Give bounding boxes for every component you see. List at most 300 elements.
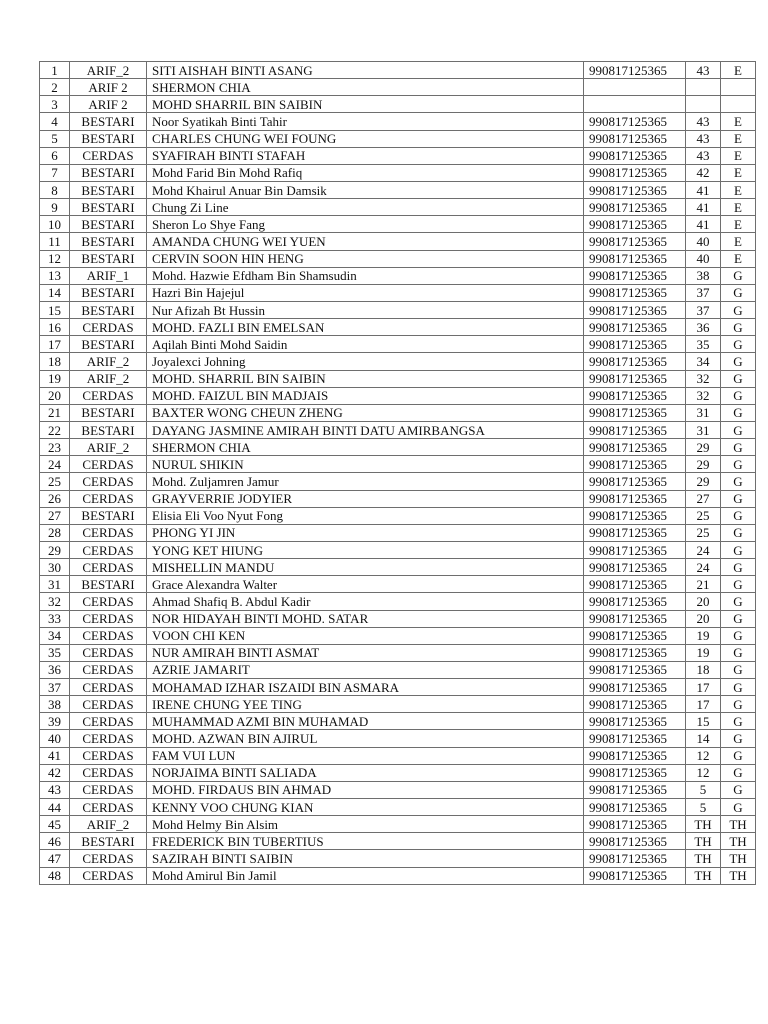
row-number: 15 xyxy=(40,301,70,318)
score-cell: 5 xyxy=(686,781,721,798)
table-row xyxy=(40,867,756,884)
score-cell: 19 xyxy=(686,627,721,644)
student-name-cell: DAYANG JASMINE AMIRAH BINTI DATU AMIRBANGSA xyxy=(147,421,584,438)
score-cell xyxy=(686,96,721,113)
table-row xyxy=(40,336,756,353)
class-cell: BESTARI xyxy=(70,507,147,524)
class-cell: CERDAS xyxy=(70,730,147,747)
table-row xyxy=(40,130,756,147)
row-number: 44 xyxy=(40,799,70,816)
score-cell xyxy=(686,79,721,96)
score-cell: TH xyxy=(686,850,721,867)
class-cell: ARIF_2 xyxy=(70,62,147,79)
student-name-cell: Sheron Lo Shye Fang xyxy=(147,216,584,233)
score-cell: 24 xyxy=(686,559,721,576)
results-sheet xyxy=(39,61,747,885)
ic-number-cell: 990817125365 xyxy=(584,524,686,541)
score-cell: 25 xyxy=(686,507,721,524)
grade-cell: E xyxy=(721,62,756,79)
row-number: 9 xyxy=(40,199,70,216)
ic-number-cell: 990817125365 xyxy=(584,301,686,318)
ic-number-cell: 990817125365 xyxy=(584,181,686,198)
score-cell: 25 xyxy=(686,524,721,541)
score-cell: 43 xyxy=(686,62,721,79)
ic-number-cell: 990817125365 xyxy=(584,130,686,147)
row-number: 42 xyxy=(40,764,70,781)
score-cell: 31 xyxy=(686,421,721,438)
student-name-cell: Mohd Helmy Bin Alsim xyxy=(147,816,584,833)
ic-number-cell: 990817125365 xyxy=(584,421,686,438)
grade-cell xyxy=(721,79,756,96)
class-cell: BESTARI xyxy=(70,130,147,147)
grade-cell: E xyxy=(721,113,756,130)
score-cell: 21 xyxy=(686,576,721,593)
student-name-cell: MOHAMAD IZHAR ISZAIDI BIN ASMARA xyxy=(147,679,584,696)
student-name-cell: SHERMON CHIA xyxy=(147,439,584,456)
row-number: 40 xyxy=(40,730,70,747)
row-number: 48 xyxy=(40,867,70,884)
ic-number-cell: 990817125365 xyxy=(584,456,686,473)
ic-number-cell: 990817125365 xyxy=(584,336,686,353)
ic-number-cell: 990817125365 xyxy=(584,833,686,850)
table-row xyxy=(40,301,756,318)
score-cell: 38 xyxy=(686,267,721,284)
student-name-cell: Elisia Eli Voo Nyut Fong xyxy=(147,507,584,524)
score-cell: 20 xyxy=(686,610,721,627)
table-row xyxy=(40,370,756,387)
table-body xyxy=(40,62,756,885)
grade-cell: G xyxy=(721,696,756,713)
class-cell: ARIF 2 xyxy=(70,96,147,113)
row-number: 8 xyxy=(40,181,70,198)
table-row xyxy=(40,816,756,833)
table-row xyxy=(40,473,756,490)
class-cell: CERDAS xyxy=(70,524,147,541)
grade-cell: G xyxy=(721,456,756,473)
grade-cell: E xyxy=(721,130,756,147)
table-row xyxy=(40,593,756,610)
ic-number-cell: 990817125365 xyxy=(584,816,686,833)
table-row xyxy=(40,181,756,198)
grade-cell: G xyxy=(721,284,756,301)
ic-number-cell: 990817125365 xyxy=(584,507,686,524)
student-name-cell: NOR HIDAYAH BINTI MOHD. SATAR xyxy=(147,610,584,627)
student-name-cell: SAZIRAH BINTI SAIBIN xyxy=(147,850,584,867)
score-cell: 40 xyxy=(686,250,721,267)
table-row xyxy=(40,387,756,404)
table-row xyxy=(40,781,756,798)
table-row xyxy=(40,713,756,730)
score-cell: 43 xyxy=(686,113,721,130)
ic-number-cell: 990817125365 xyxy=(584,850,686,867)
grade-cell: G xyxy=(721,507,756,524)
ic-number-cell: 990817125365 xyxy=(584,661,686,678)
student-name-cell: BAXTER WONG CHEUN ZHENG xyxy=(147,404,584,421)
score-cell: 32 xyxy=(686,370,721,387)
ic-number-cell: 990817125365 xyxy=(584,353,686,370)
class-cell: BESTARI xyxy=(70,421,147,438)
ic-number-cell xyxy=(584,79,686,96)
score-cell: 12 xyxy=(686,747,721,764)
grade-cell: G xyxy=(721,301,756,318)
ic-number-cell: 990817125365 xyxy=(584,610,686,627)
row-number: 39 xyxy=(40,713,70,730)
table-row xyxy=(40,610,756,627)
row-number: 18 xyxy=(40,353,70,370)
class-cell: BESTARI xyxy=(70,404,147,421)
class-cell: CERDAS xyxy=(70,319,147,336)
ic-number-cell: 990817125365 xyxy=(584,576,686,593)
score-cell: 17 xyxy=(686,679,721,696)
ic-number-cell: 990817125365 xyxy=(584,713,686,730)
class-cell: ARIF 2 xyxy=(70,79,147,96)
grade-cell: G xyxy=(721,610,756,627)
score-cell: 29 xyxy=(686,439,721,456)
student-name-cell: Nur Afizah Bt Hussin xyxy=(147,301,584,318)
ic-number-cell: 990817125365 xyxy=(584,679,686,696)
ic-number-cell xyxy=(584,96,686,113)
student-name-cell: MISHELLIN MANDU xyxy=(147,559,584,576)
student-name-cell: VOON CHI KEN xyxy=(147,627,584,644)
grade-cell: G xyxy=(721,370,756,387)
ic-number-cell: 990817125365 xyxy=(584,593,686,610)
grade-cell: G xyxy=(721,679,756,696)
table-row xyxy=(40,679,756,696)
class-cell: BESTARI xyxy=(70,301,147,318)
grade-cell: G xyxy=(721,576,756,593)
score-cell: 31 xyxy=(686,404,721,421)
row-number: 35 xyxy=(40,644,70,661)
grade-cell: G xyxy=(721,661,756,678)
student-name-cell: AZRIE JAMARIT xyxy=(147,661,584,678)
score-cell: 43 xyxy=(686,147,721,164)
student-name-cell: GRAYVERRIE JODYIER xyxy=(147,490,584,507)
class-cell: CERDAS xyxy=(70,473,147,490)
student-results-table xyxy=(39,61,756,885)
score-cell: 12 xyxy=(686,764,721,781)
score-cell: 29 xyxy=(686,456,721,473)
row-number: 29 xyxy=(40,541,70,558)
class-cell: CERDAS xyxy=(70,593,147,610)
student-name-cell: CHARLES CHUNG WEI FOUNG xyxy=(147,130,584,147)
class-cell: ARIF_2 xyxy=(70,816,147,833)
row-number: 7 xyxy=(40,164,70,181)
class-cell: ARIF_2 xyxy=(70,370,147,387)
class-cell: BESTARI xyxy=(70,833,147,850)
score-cell: TH xyxy=(686,816,721,833)
grade-cell: G xyxy=(721,764,756,781)
table-row xyxy=(40,62,756,79)
class-cell: ARIF_1 xyxy=(70,267,147,284)
ic-number-cell: 990817125365 xyxy=(584,404,686,421)
class-cell: CERDAS xyxy=(70,559,147,576)
grade-cell: G xyxy=(721,541,756,558)
score-cell: 27 xyxy=(686,490,721,507)
class-cell: BESTARI xyxy=(70,284,147,301)
grade-cell: G xyxy=(721,439,756,456)
row-number: 27 xyxy=(40,507,70,524)
score-cell: 15 xyxy=(686,713,721,730)
table-row xyxy=(40,576,756,593)
ic-number-cell: 990817125365 xyxy=(584,387,686,404)
ic-number-cell: 990817125365 xyxy=(584,250,686,267)
score-cell: 37 xyxy=(686,284,721,301)
row-number: 26 xyxy=(40,490,70,507)
row-number: 4 xyxy=(40,113,70,130)
ic-number-cell: 990817125365 xyxy=(584,644,686,661)
score-cell: 18 xyxy=(686,661,721,678)
score-cell: TH xyxy=(686,833,721,850)
class-cell: CERDAS xyxy=(70,661,147,678)
score-cell: 36 xyxy=(686,319,721,336)
grade-cell: G xyxy=(721,781,756,798)
student-name-cell: SHERMON CHIA xyxy=(147,79,584,96)
row-number: 28 xyxy=(40,524,70,541)
class-cell: CERDAS xyxy=(70,644,147,661)
grade-cell: G xyxy=(721,353,756,370)
table-row xyxy=(40,490,756,507)
grade-cell: TH xyxy=(721,867,756,884)
row-number: 3 xyxy=(40,96,70,113)
student-name-cell: PHONG YI JIN xyxy=(147,524,584,541)
student-name-cell: Aqilah Binti Mohd Saidin xyxy=(147,336,584,353)
row-number: 23 xyxy=(40,439,70,456)
grade-cell: G xyxy=(721,490,756,507)
grade-cell: E xyxy=(721,233,756,250)
table-row xyxy=(40,439,756,456)
student-name-cell: Mohd. Zuljamren Jamur xyxy=(147,473,584,490)
table-row xyxy=(40,524,756,541)
table-row xyxy=(40,764,756,781)
score-cell: 24 xyxy=(686,541,721,558)
score-cell: 34 xyxy=(686,353,721,370)
ic-number-cell: 990817125365 xyxy=(584,199,686,216)
ic-number-cell: 990817125365 xyxy=(584,164,686,181)
grade-cell: G xyxy=(721,473,756,490)
ic-number-cell: 990817125365 xyxy=(584,490,686,507)
student-name-cell: Mohd. Hazwie Efdham Bin Shamsudin xyxy=(147,267,584,284)
class-cell: BESTARI xyxy=(70,199,147,216)
class-cell: CERDAS xyxy=(70,490,147,507)
class-cell: BESTARI xyxy=(70,164,147,181)
score-cell: TH xyxy=(686,867,721,884)
student-name-cell: Mohd Khairul Anuar Bin Damsik xyxy=(147,181,584,198)
table-row xyxy=(40,799,756,816)
row-number: 38 xyxy=(40,696,70,713)
student-name-cell: MOHD. FIRDAUS BIN AHMAD xyxy=(147,781,584,798)
grade-cell: G xyxy=(721,627,756,644)
student-name-cell: NURUL SHIKIN xyxy=(147,456,584,473)
table-row xyxy=(40,833,756,850)
ic-number-cell: 990817125365 xyxy=(584,113,686,130)
grade-cell: G xyxy=(721,730,756,747)
grade-cell: G xyxy=(721,713,756,730)
class-cell: BESTARI xyxy=(70,576,147,593)
table-row xyxy=(40,644,756,661)
table-row xyxy=(40,147,756,164)
grade-cell: TH xyxy=(721,850,756,867)
class-cell: CERDAS xyxy=(70,713,147,730)
ic-number-cell: 990817125365 xyxy=(584,439,686,456)
student-name-cell: FAM VUI LUN xyxy=(147,747,584,764)
score-cell: 17 xyxy=(686,696,721,713)
table-row xyxy=(40,319,756,336)
score-cell: 41 xyxy=(686,216,721,233)
class-cell: CERDAS xyxy=(70,387,147,404)
table-row xyxy=(40,353,756,370)
row-number: 2 xyxy=(40,79,70,96)
student-name-cell: NUR AMIRAH BINTI ASMAT xyxy=(147,644,584,661)
grade-cell: G xyxy=(721,267,756,284)
score-cell: 37 xyxy=(686,301,721,318)
ic-number-cell: 990817125365 xyxy=(584,541,686,558)
row-number: 43 xyxy=(40,781,70,798)
table-row xyxy=(40,661,756,678)
ic-number-cell: 990817125365 xyxy=(584,267,686,284)
table-row xyxy=(40,233,756,250)
grade-cell: G xyxy=(721,336,756,353)
ic-number-cell: 990817125365 xyxy=(584,627,686,644)
row-number: 12 xyxy=(40,250,70,267)
row-number: 17 xyxy=(40,336,70,353)
student-name-cell: Hazri Bin Hajejul xyxy=(147,284,584,301)
table-row xyxy=(40,164,756,181)
row-number: 1 xyxy=(40,62,70,79)
ic-number-cell: 990817125365 xyxy=(584,473,686,490)
ic-number-cell: 990817125365 xyxy=(584,62,686,79)
table-row xyxy=(40,421,756,438)
table-row xyxy=(40,456,756,473)
student-name-cell: MUHAMMAD AZMI BIN MUHAMAD xyxy=(147,713,584,730)
table-row xyxy=(40,541,756,558)
student-name-cell: YONG KET HIUNG xyxy=(147,541,584,558)
row-number: 19 xyxy=(40,370,70,387)
student-name-cell: Ahmad Shafiq B. Abdul Kadir xyxy=(147,593,584,610)
student-name-cell: SITI AISHAH BINTI ASANG xyxy=(147,62,584,79)
student-name-cell: MOHD. AZWAN BIN AJIRUL xyxy=(147,730,584,747)
grade-cell xyxy=(721,96,756,113)
ic-number-cell: 990817125365 xyxy=(584,284,686,301)
row-number: 10 xyxy=(40,216,70,233)
class-cell: CERDAS xyxy=(70,867,147,884)
table-row xyxy=(40,96,756,113)
table-row xyxy=(40,850,756,867)
score-cell: 41 xyxy=(686,199,721,216)
score-cell: 42 xyxy=(686,164,721,181)
table-row xyxy=(40,113,756,130)
ic-number-cell: 990817125365 xyxy=(584,216,686,233)
row-number: 14 xyxy=(40,284,70,301)
row-number: 6 xyxy=(40,147,70,164)
class-cell: ARIF_2 xyxy=(70,439,147,456)
score-cell: 20 xyxy=(686,593,721,610)
class-cell: CERDAS xyxy=(70,764,147,781)
table-row xyxy=(40,730,756,747)
ic-number-cell: 990817125365 xyxy=(584,370,686,387)
class-cell: ARIF_2 xyxy=(70,353,147,370)
class-cell: CERDAS xyxy=(70,147,147,164)
grade-cell: E xyxy=(721,199,756,216)
ic-number-cell: 990817125365 xyxy=(584,747,686,764)
student-name-cell: CERVIN SOON HIN HENG xyxy=(147,250,584,267)
ic-number-cell: 990817125365 xyxy=(584,764,686,781)
class-cell: BESTARI xyxy=(70,250,147,267)
row-number: 11 xyxy=(40,233,70,250)
grade-cell: G xyxy=(721,319,756,336)
student-name-cell: MOHD. FAZLI BIN EMELSAN xyxy=(147,319,584,336)
class-cell: CERDAS xyxy=(70,850,147,867)
student-name-cell: Noor Syatikah Binti Tahir xyxy=(147,113,584,130)
score-cell: 29 xyxy=(686,473,721,490)
grade-cell: E xyxy=(721,164,756,181)
grade-cell: TH xyxy=(721,816,756,833)
table-row xyxy=(40,747,756,764)
row-number: 41 xyxy=(40,747,70,764)
class-cell: CERDAS xyxy=(70,799,147,816)
grade-cell: G xyxy=(721,593,756,610)
row-number: 22 xyxy=(40,421,70,438)
student-name-cell: NORJAIMA BINTI SALIADA xyxy=(147,764,584,781)
ic-number-cell: 990817125365 xyxy=(584,319,686,336)
score-cell: 19 xyxy=(686,644,721,661)
row-number: 16 xyxy=(40,319,70,336)
grade-cell: G xyxy=(721,524,756,541)
grade-cell: G xyxy=(721,559,756,576)
ic-number-cell: 990817125365 xyxy=(584,781,686,798)
student-name-cell: Grace Alexandra Walter xyxy=(147,576,584,593)
score-cell: 35 xyxy=(686,336,721,353)
student-name-cell: AMANDA CHUNG WEI YUEN xyxy=(147,233,584,250)
ic-number-cell: 990817125365 xyxy=(584,799,686,816)
class-cell: CERDAS xyxy=(70,541,147,558)
grade-cell: G xyxy=(721,747,756,764)
row-number: 13 xyxy=(40,267,70,284)
table-row xyxy=(40,696,756,713)
class-cell: CERDAS xyxy=(70,627,147,644)
grade-cell: G xyxy=(721,387,756,404)
row-number: 33 xyxy=(40,610,70,627)
score-cell: 40 xyxy=(686,233,721,250)
class-cell: CERDAS xyxy=(70,781,147,798)
ic-number-cell: 990817125365 xyxy=(584,559,686,576)
row-number: 21 xyxy=(40,404,70,421)
student-name-cell: Chung Zi Line xyxy=(147,199,584,216)
score-cell: 41 xyxy=(686,181,721,198)
row-number: 36 xyxy=(40,661,70,678)
table-row xyxy=(40,627,756,644)
score-cell: 43 xyxy=(686,130,721,147)
table-row xyxy=(40,284,756,301)
student-name-cell: Mohd Amirul Bin Jamil xyxy=(147,867,584,884)
class-cell: CERDAS xyxy=(70,456,147,473)
class-cell: BESTARI xyxy=(70,336,147,353)
class-cell: BESTARI xyxy=(70,233,147,250)
table-row xyxy=(40,267,756,284)
table-row xyxy=(40,250,756,267)
row-number: 20 xyxy=(40,387,70,404)
score-cell: 5 xyxy=(686,799,721,816)
row-number: 31 xyxy=(40,576,70,593)
class-cell: CERDAS xyxy=(70,747,147,764)
student-name-cell: FREDERICK BIN TUBERTIUS xyxy=(147,833,584,850)
ic-number-cell: 990817125365 xyxy=(584,233,686,250)
grade-cell: G xyxy=(721,404,756,421)
table-row xyxy=(40,79,756,96)
class-cell: BESTARI xyxy=(70,113,147,130)
grade-cell: G xyxy=(721,644,756,661)
student-name-cell: KENNY VOO CHUNG KIAN xyxy=(147,799,584,816)
row-number: 30 xyxy=(40,559,70,576)
